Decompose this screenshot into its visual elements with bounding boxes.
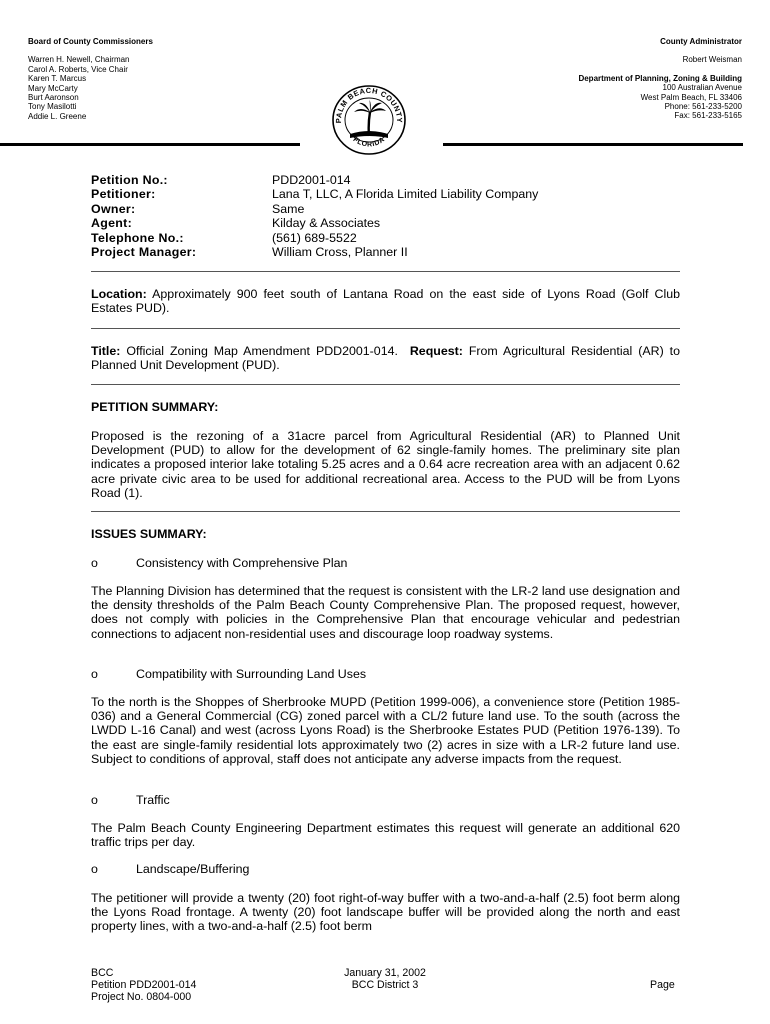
seal-bottom-text: FLORIDA — [351, 136, 387, 149]
issue-text: To the north is the Shoppes of Sherbrooke MUPD (Petition 1999-006), a convenience store (Petition 1985-036) and a General Commercial (CG) zoned parcel with a CL/2 future land use. To the south (across the LWDD L-16 Canal) and west (across Lyons Road) is the Sherbrooke Estates PUD (Petition 1976-139). To the east are single-family residential lots approximately two (2) acres in size with a LR-2 future land use. Subject to conditions of approval, staff does not anticipate any adverse impacts from the request. — [91, 695, 680, 766]
footer-district: BCC District 3 — [351, 979, 419, 991]
location-paragraph — [91, 287, 680, 315]
county-seal-logo — [330, 84, 408, 156]
issue-text: The Planning Division has determined that the request is consistent with the LR-2 land use designation and the density thresholds of the Palm Beach County Comprehensive Plan. The proposed request, however, does not comply with policies in the Comprehensive Plan that encourage vehicular and pedestrian connections to adjacent non-residential uses and discourage loop roadway systems. — [91, 584, 680, 641]
petition-info-table — [91, 173, 691, 259]
petition-row — [91, 216, 691, 230]
petition-summary-text: Proposed is the rezoning of a 31acre parcel from Agricultural Residential (AR) to Planned Unit Development (PUD) to allow for the development of 62 single-family homes. The preliminary site plan indicates a proposed interior lake totaling 5.25 acres and a 0.64 acre recreation area with an adjacent 0.62 acre private civic area to be used for additional recreational area. Access to the PUD will be from Lyons Road (1). — [91, 429, 680, 500]
commissioner-name: Addie L. Greene — [28, 111, 87, 121]
svg-text:FLORIDA — [352, 136, 387, 148]
petition-row — [91, 231, 691, 245]
petition-row — [91, 187, 691, 201]
field-value: Same — [272, 201, 305, 216]
issue-title: Traffic — [136, 793, 170, 807]
issue-text: The petitioner will provide a twenty (20) foot right-of-way buffer with a two-and-a-half (2.5) foot berm along the Lyons Road frontage. A twenty (20) foot landscape buffer will be provided along the north and east property lines, with a two-and-a-half (2.5) foot berm — [91, 891, 680, 934]
field-label: Agent: — [91, 216, 133, 231]
commissioner-name: Mary McCarty — [28, 83, 78, 93]
footer-date: January 31, 2002 — [344, 967, 426, 979]
header-rule-right — [443, 143, 743, 146]
field-label: Petitioner: — [91, 187, 156, 202]
field-value: Lana T, LLC, A Florida Limited Liability Company — [272, 187, 539, 202]
field-label: Telephone No.: — [91, 230, 184, 245]
divider — [91, 511, 680, 512]
field-value: PDD2001-014 — [272, 173, 351, 187]
footer-page: Page — [650, 979, 675, 991]
title-label: Title: — [91, 344, 121, 358]
commissioner-name: Warren H. Newell, Chairman — [28, 55, 130, 65]
phone-number: Phone: 561-233-5200 — [664, 102, 742, 112]
title-text: Official Zoning Map Amendment PDD2001-014. — [126, 344, 398, 358]
department-name: Department of Planning, Zoning & Building — [578, 73, 742, 83]
request-text: From Agricultural Residential (AR) to Planned Unit Development (PUD). — [91, 344, 680, 373]
divider — [91, 384, 680, 385]
divider — [91, 328, 680, 329]
footer-line: BCC — [91, 967, 114, 979]
bullet-marker: o — [91, 793, 98, 807]
footer-left — [91, 967, 196, 1003]
issue-title: Consistency with Comprehensive Plan — [136, 556, 348, 570]
footer-line: Petition PDD2001-014 — [91, 979, 197, 991]
issue-text: The Palm Beach County Engineering Department estimates this request will generate an additional 620 traffic trips per day. — [91, 821, 680, 850]
address-line-1: 100 Australian Avenue — [662, 83, 742, 93]
field-value: Kilday & Associates — [272, 216, 381, 231]
petition-row — [91, 202, 691, 216]
petition-row — [91, 173, 691, 187]
commissioner-name: Karen T. Marcus — [28, 74, 87, 84]
bullet-marker: o — [91, 556, 98, 570]
location-label: Location: — [91, 287, 147, 301]
commissioner-name: Tony Masilotti — [28, 102, 77, 112]
title-paragraph — [91, 344, 680, 372]
commissioner-name: Carol A. Roberts, Vice Chair — [28, 64, 128, 74]
field-value: (561) 689-5522 — [272, 230, 357, 245]
board-title: Board of County Commissioners — [28, 37, 153, 46]
administrator-block — [442, 37, 742, 121]
field-label: Project Manager: — [91, 245, 197, 260]
field-value: William Cross, Planner II — [272, 245, 408, 260]
divider — [91, 271, 680, 272]
petition-summary-heading: PETITION SUMMARY: — [91, 400, 219, 414]
address-line-2: West Palm Beach, FL 33406 — [640, 92, 742, 102]
issues-summary-heading: ISSUES SUMMARY: — [91, 527, 207, 541]
footer-line: Project No. 0804-000 — [91, 991, 192, 1003]
admin-title: County Administrator — [660, 37, 742, 46]
commissioner-name: Burt Aaronson — [28, 93, 79, 103]
bullet-marker: o — [91, 667, 98, 681]
seal-top-text: PALM BEACH COUNTY — [333, 85, 405, 124]
fax-number: Fax: 561-233-5165 — [674, 111, 742, 121]
petition-row — [91, 245, 691, 259]
header-rule-left — [0, 143, 300, 146]
field-label: Petition No.: — [91, 173, 168, 187]
commissioners-block — [28, 37, 288, 121]
admin-name: Robert Weisman — [682, 55, 742, 65]
issue-title: Compatibility with Surrounding Land Uses — [136, 667, 367, 681]
location-text: Approximately 900 feet south of Lantana Road on the east side of Lyons Road (Golf Club Estates PUD). — [91, 287, 681, 316]
request-label: Request: — [409, 344, 463, 358]
bullet-marker: o — [91, 862, 98, 876]
footer-center — [300, 967, 470, 991]
issue-title: Landscape/Buffering — [136, 862, 250, 876]
field-label: Owner: — [91, 201, 136, 216]
